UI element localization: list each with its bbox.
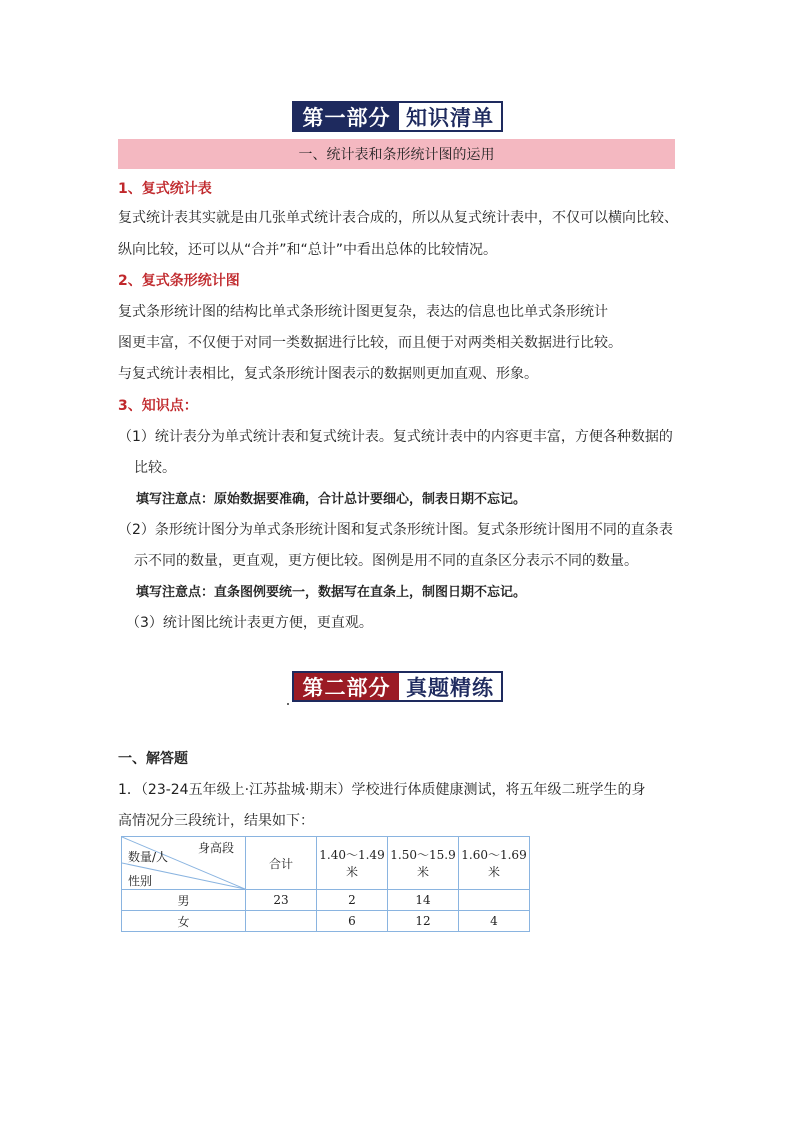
stray-dot	[287, 703, 289, 705]
question-1a: 1．（23-24五年级上·江苏盐城·期末）学校进行体质健康测试，将五年级二班学生的身	[118, 782, 646, 798]
heading-knowledge-points: 3、知识点：	[118, 398, 198, 414]
paragraph-2c: 与复式统计表相比，复式条形统计图表示的数据则更加直观、形象。	[118, 366, 538, 382]
table-cell: 12	[388, 911, 459, 932]
part2-banner	[292, 671, 503, 702]
knowledge-1a: （1）统计表分为单式统计表和复式统计表。复式统计表中的内容更丰富，方便各种数据的	[118, 429, 673, 445]
knowledge-2a: （2）条形统计图分为单式条形统计图和复式条形统计图。复式条形统计图用不同的直条表	[118, 522, 673, 538]
table-cell: 4	[459, 911, 530, 932]
table-cell: 23	[246, 890, 317, 911]
header-range-2: 1.50～15.9米	[388, 837, 459, 890]
knowledge-2b: 示不同的数量，更直观，更方便比较。图例是用不同的直条区分表示不同的数量。	[134, 553, 638, 569]
header-range-1: 1.40～1.49米	[317, 837, 388, 890]
question-section-heading: 一、解答题	[118, 751, 188, 767]
paragraph-1b: 纵向比较，还可以从“合并”和“总计”中看出总体的比较情况。	[118, 242, 498, 258]
paragraph-1a: 复式统计表其实就是由几张单式统计表合成的，所以从复式统计表中，不仅可以横向比较、	[118, 210, 678, 226]
question-1b: 高情况分三段统计，结果如下：	[118, 813, 314, 829]
heading-compound-bar-chart: 2、复式条形统计图	[118, 273, 240, 289]
part2-banner-right: 真题精练	[399, 673, 501, 700]
paragraph-2a: 复式条形统计图的结构比单式条形统计图更复杂，表达的信息也比单式条形统计	[118, 304, 608, 320]
corner-label-gender: 性别	[128, 874, 153, 888]
row-label-female: 女	[122, 911, 246, 932]
part1-banner-left: 第一部分	[294, 103, 399, 130]
table-cell: 6	[317, 911, 388, 932]
header-total: 合计	[246, 837, 317, 890]
knowledge-2-note: 填写注意点：直条图例要统一，数据写在直条上，制图日期不忘记。	[136, 585, 527, 600]
part1-banner	[292, 101, 503, 132]
knowledge-3: （3）统计图比统计表更方便，更直观。	[126, 615, 373, 631]
table-row	[122, 911, 530, 932]
corner-label-height: 身高段	[198, 841, 235, 855]
table-cell: 14	[388, 890, 459, 911]
part1-banner-right: 知识清单	[399, 103, 501, 130]
table-header-row	[122, 837, 530, 890]
height-stats-table	[121, 836, 530, 932]
corner-label-count: 数量/人	[128, 850, 169, 864]
part2-banner-left: 第二部分	[294, 673, 399, 700]
knowledge-1-note: 填写注意点：原始数据要准确，合计总计要细心，制表日期不忘记。	[136, 492, 527, 507]
header-range-3: 1.60～1.69米	[459, 837, 530, 890]
table-cell	[459, 890, 530, 911]
table-corner-cell	[122, 837, 246, 890]
paragraph-2b: 图更丰富，不仅便于对同一类数据进行比较，而且便于对两类相关数据进行比较。	[118, 335, 622, 351]
section-title: 一、统计表和条形统计图的运用	[118, 139, 675, 169]
row-label-male: 男	[122, 890, 246, 911]
table-row	[122, 890, 530, 911]
knowledge-1b: 比较。	[134, 460, 176, 476]
table-cell	[246, 911, 317, 932]
table-cell: 2	[317, 890, 388, 911]
heading-compound-table: 1、复式统计表	[118, 181, 212, 197]
